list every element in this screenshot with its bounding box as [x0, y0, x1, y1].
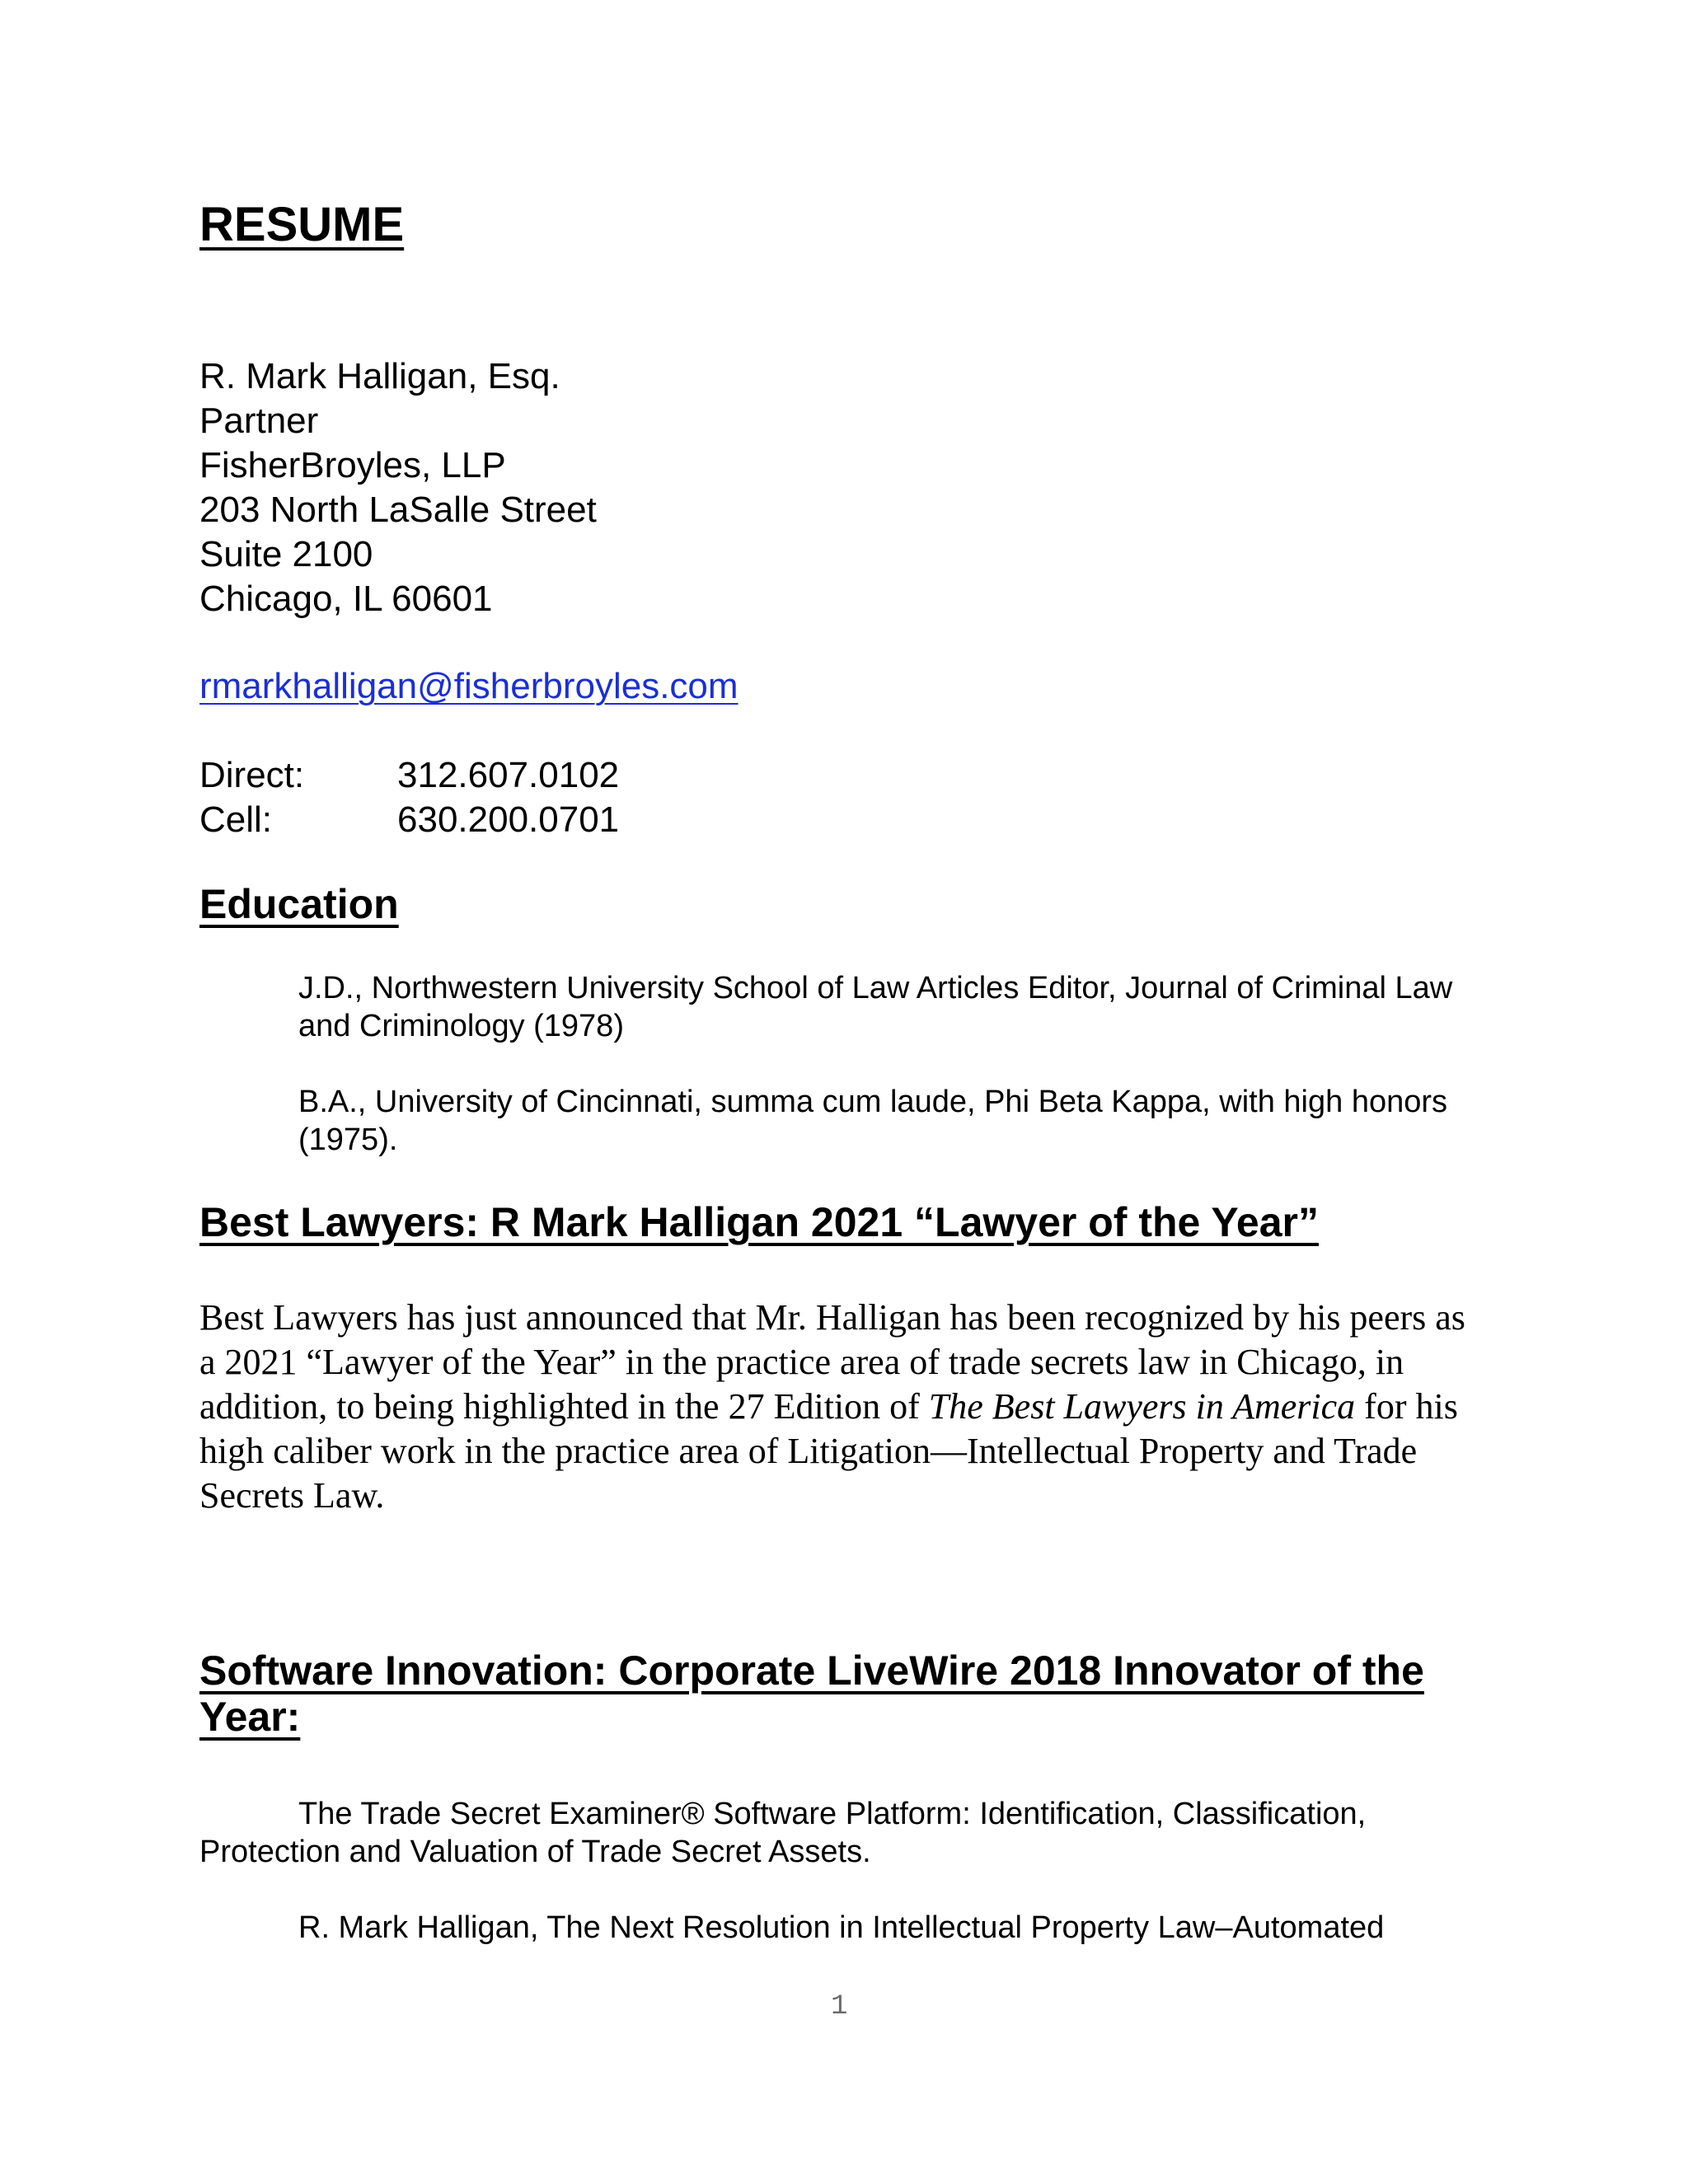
contact-name: R. Mark Halligan, Esq. — [199, 356, 560, 396]
best-lawyers-text-start: Best Lawyers has just announced that Mr. Halligan has been recognized by his peers as a 2021 “Lawyer of the Year” in the practice area of trade secrets law in Chicago, in addition, to being highlighted in the 27 Edition of — [199, 1297, 1465, 1427]
software-heading-line2: Year: — [199, 1694, 301, 1740]
software-paragraph-line1: The Trade Secret Examiner® Software Platform: Identification, Classification, — [298, 1797, 1367, 1831]
best-lawyers-heading: Best Lawyers: R Mark Halligan 2021 “Lawyer of the Year” — [199, 1199, 1319, 1245]
education-item-ba-line2: (1975). — [298, 1122, 398, 1157]
education-item-ba-line1: B.A., University of Cincinnati, summa cum laude, Phi Beta Kappa, with high honors — [298, 1085, 1448, 1119]
education-item-jd-line1: J.D., Northwestern University School of Law Articles Editor, Journal of Criminal Law — [298, 971, 1453, 1005]
contact-suite: Suite 2100 — [199, 534, 373, 574]
document-title: RESUME — [199, 198, 405, 251]
direct-phone-value: 312.607.0102 — [397, 755, 620, 795]
contact-city: Chicago, IL 60601 — [199, 579, 493, 619]
software-paragraph2: R. Mark Halligan, The Next Resolution in Intellectual Property Law–Automated — [298, 1910, 1385, 1945]
contact-street: 203 North LaSalle Street — [199, 490, 597, 530]
cell-phone-value: 630.200.0701 — [397, 799, 620, 840]
best-lawyers-publication-title: The Best Lawyers in America — [928, 1386, 1356, 1427]
education-item-jd-line2: and Criminology (1978) — [298, 1009, 624, 1043]
email-link[interactable]: rmarkhalligan@fisherbroyles.com — [199, 666, 738, 706]
page-number: 1 — [831, 1991, 848, 2022]
software-paragraph-line2: Protection and Valuation of Trade Secret Assets. — [199, 1835, 871, 1869]
contact-firm: FisherBroyles, LLP — [199, 445, 506, 485]
software-heading-line1: Software Innovation: Corporate LiveWire 2018 Innovator of the — [199, 1647, 1424, 1694]
best-lawyers-paragraph — [199, 1296, 1485, 1518]
contact-position: Partner — [199, 401, 319, 441]
education-heading: Education — [199, 881, 399, 927]
best-lawyers-text-end: for his high caliber work in the practice area of Litigation—Intellectual Property and Trade Secrets Law. — [199, 1386, 1458, 1516]
direct-phone-label: Direct: — [199, 755, 305, 795]
cell-phone-label: Cell: — [199, 799, 273, 840]
